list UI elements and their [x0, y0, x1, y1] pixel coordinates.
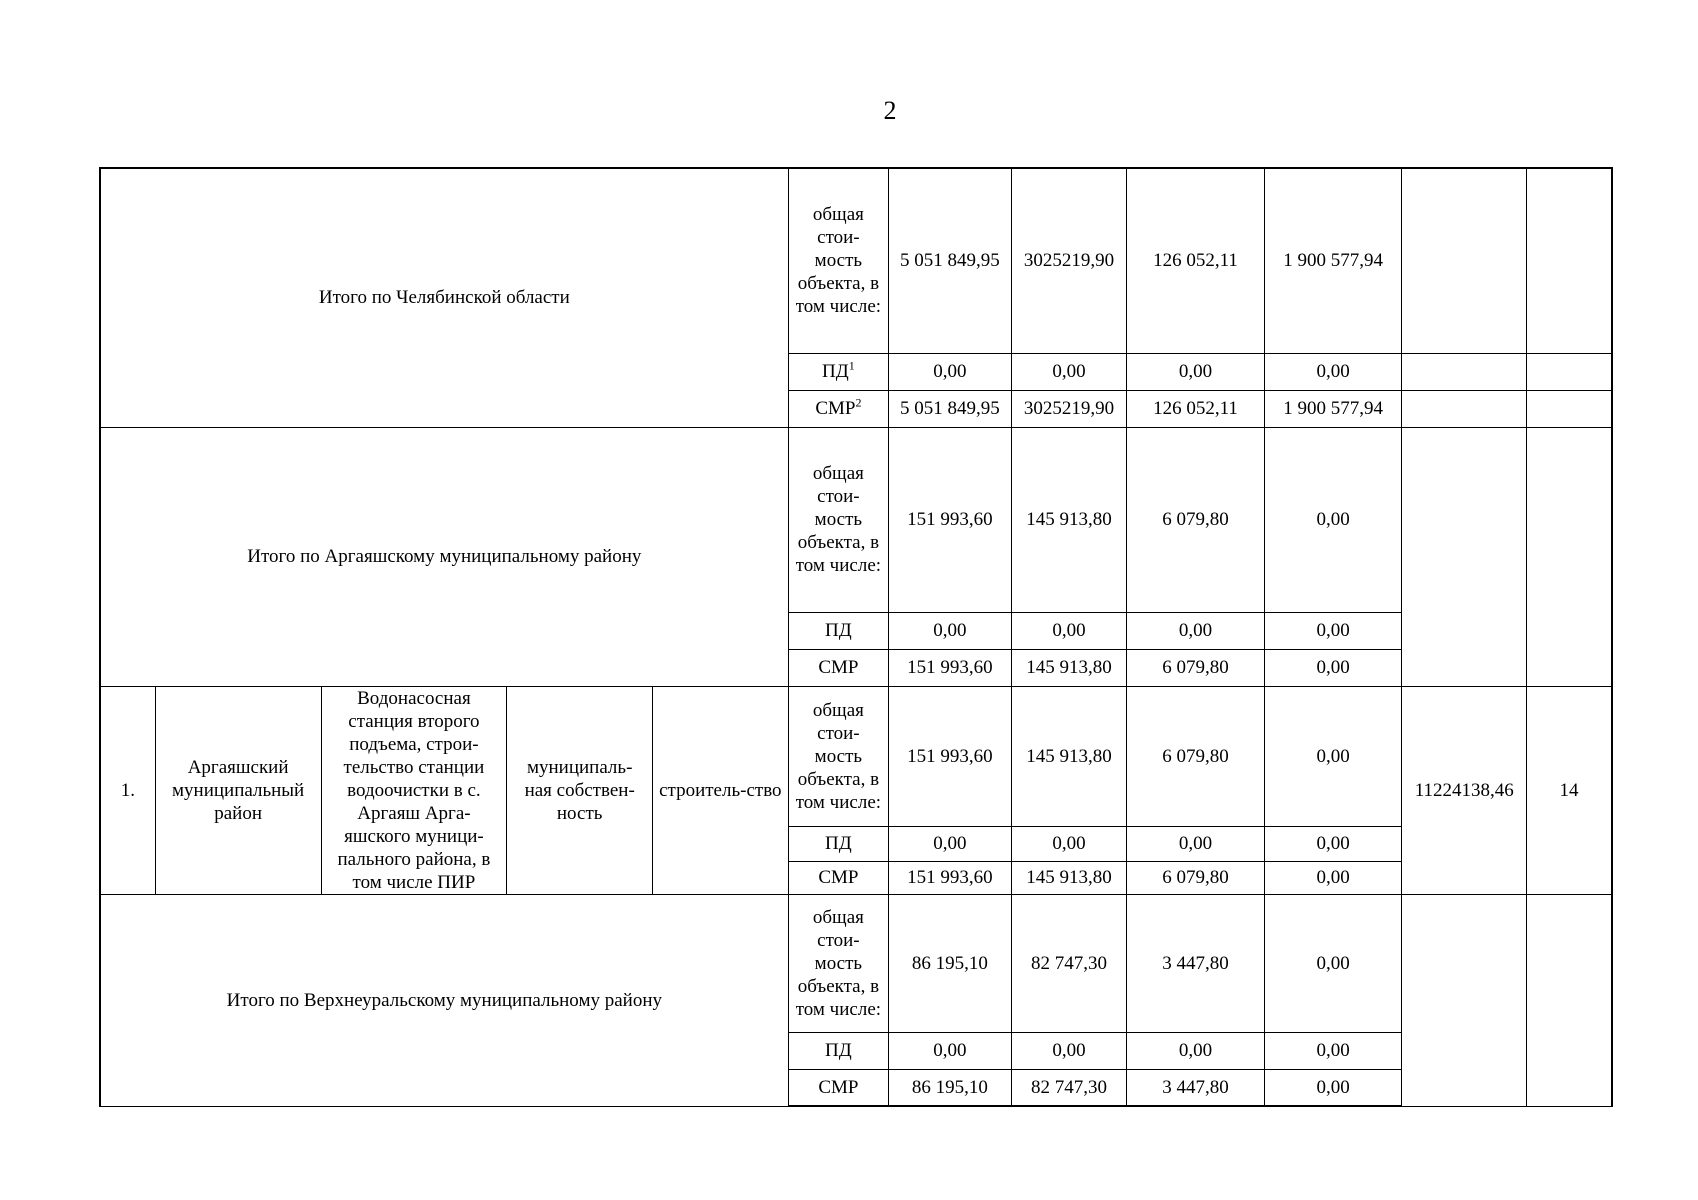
value-cell: 145 913,80 — [1011, 862, 1127, 894]
value-cell: 145 913,80 — [1011, 649, 1127, 686]
item-object: Водонасосная станция второго подъема, строи-тельство станции водоочистки в с. Аргаяш Арга-яшского муници-пального района, в том числе ПИР — [321, 686, 507, 894]
smr-label: СМР — [788, 1069, 888, 1106]
value-cell: 6 079,80 — [1127, 427, 1265, 612]
value-cell: 0,00 — [1011, 612, 1127, 649]
value-cell: 3025219,90 — [1011, 390, 1127, 427]
value-cell: 0,00 — [1264, 427, 1402, 612]
empty-cell — [1527, 353, 1612, 390]
page-number: 2 — [883, 96, 897, 125]
value-cell: 0,00 — [1264, 894, 1402, 1032]
value-cell: 3 447,80 — [1127, 894, 1265, 1032]
argayash-title: Итого по Аргаяшскому муниципальному району — [100, 427, 788, 686]
item-work-type: строитель-ство — [653, 686, 789, 894]
value-cell: 151 993,60 — [889, 649, 1012, 686]
value-cell: 0,00 — [1127, 1032, 1265, 1069]
value-cell: 0,00 — [1127, 826, 1265, 862]
chelyabinsk-title: Итого по Челябинской области — [100, 168, 788, 427]
argayash-total-row — [100, 427, 1612, 612]
value-cell: 0,00 — [1264, 686, 1402, 826]
item-code: 11224138,46 — [1402, 686, 1527, 894]
empty-cell — [1402, 168, 1527, 353]
total-cost-label: общая стои-мость объекта, в том числе: — [788, 686, 888, 826]
smr-label: СМР$^2$ — [788, 390, 888, 427]
value-cell: 0,00 — [1011, 1032, 1127, 1069]
value-cell: 0,00 — [1264, 1032, 1402, 1069]
empty-cell — [1402, 353, 1527, 390]
total-cost-label: общая стои-мость объекта, в том числе: — [788, 168, 888, 353]
value-cell: 0,00 — [1264, 826, 1402, 862]
verkhneuralsk-total-row — [100, 894, 1612, 1032]
value-cell: 145 913,80 — [1011, 427, 1127, 612]
pd-label: $ПД^1$ — [788, 353, 888, 390]
value-cell: 5 051 849,95 — [889, 168, 1012, 353]
value-cell: 86 195,10 — [889, 894, 1012, 1032]
empty-cell — [1402, 390, 1527, 427]
value-cell: 6 079,80 — [1127, 862, 1265, 894]
value-cell: 1 900 577,94 — [1264, 168, 1402, 353]
value-cell: 6 079,80 — [1127, 686, 1265, 826]
value-cell: 1 900 577,94 — [1264, 390, 1402, 427]
value-cell: 0,00 — [889, 1032, 1012, 1069]
value-cell: 0,00 — [1264, 353, 1402, 390]
value-cell: 0,00 — [889, 612, 1012, 649]
value-cell: 5 051 849,95 — [889, 390, 1012, 427]
empty-cell — [1402, 427, 1527, 686]
value-cell: 0,00 — [1127, 612, 1265, 649]
verkhneuralsk-title: Итого по Верхнеуральскому муниципальному району — [100, 894, 788, 1106]
value-cell: 151 993,60 — [889, 427, 1012, 612]
smr-label: СМР — [788, 862, 888, 894]
value-cell: 3025219,90 — [1011, 168, 1127, 353]
value-cell: 0,00 — [1264, 862, 1402, 894]
smr-label: СМР — [788, 649, 888, 686]
value-cell: 0,00 — [1264, 649, 1402, 686]
pd-label: ПД — [788, 1032, 888, 1069]
value-cell: 0,00 — [1011, 353, 1127, 390]
value-cell: 0,00 — [889, 826, 1012, 862]
empty-cell — [1527, 894, 1612, 1106]
value-cell: 151 993,60 — [889, 686, 1012, 826]
empty-cell — [1402, 894, 1527, 1106]
chelyabinsk-total-row — [100, 168, 1612, 353]
value-cell: 82 747,30 — [1011, 1069, 1127, 1106]
item-district: Аргаяшский муниципальный район — [155, 686, 321, 894]
value-cell: 6 079,80 — [1127, 649, 1265, 686]
total-cost-label: общая стои-мость объекта, в том числе: — [788, 427, 888, 612]
value-cell: 145 913,80 — [1011, 686, 1127, 826]
value-cell: 126 052,11 — [1127, 168, 1265, 353]
empty-cell — [1527, 427, 1612, 686]
item-ownership: муниципаль-ная собствен-ность — [507, 686, 653, 894]
empty-cell — [1527, 168, 1612, 353]
budget-table — [99, 167, 1613, 1107]
value-cell: 151 993,60 — [889, 862, 1012, 894]
value-cell: 126 052,11 — [1127, 390, 1265, 427]
value-cell: 82 747,30 — [1011, 894, 1127, 1032]
item-row-total — [100, 686, 1612, 826]
empty-cell — [1527, 390, 1612, 427]
value-cell: 0,00 — [1264, 612, 1402, 649]
item-count: 14 — [1527, 686, 1612, 894]
value-cell: 86 195,10 — [889, 1069, 1012, 1106]
value-cell: 0,00 — [1011, 826, 1127, 862]
value-cell: 3 447,80 — [1127, 1069, 1265, 1106]
pd-label: ПД — [788, 612, 888, 649]
item-number: 1. — [100, 686, 155, 894]
value-cell: 0,00 — [1127, 353, 1265, 390]
value-cell: 0,00 — [1264, 1069, 1402, 1106]
total-cost-label: общая стои-мость объекта, в том числе: — [788, 894, 888, 1032]
pd-label: ПД — [788, 826, 888, 862]
value-cell: 0,00 — [889, 353, 1012, 390]
